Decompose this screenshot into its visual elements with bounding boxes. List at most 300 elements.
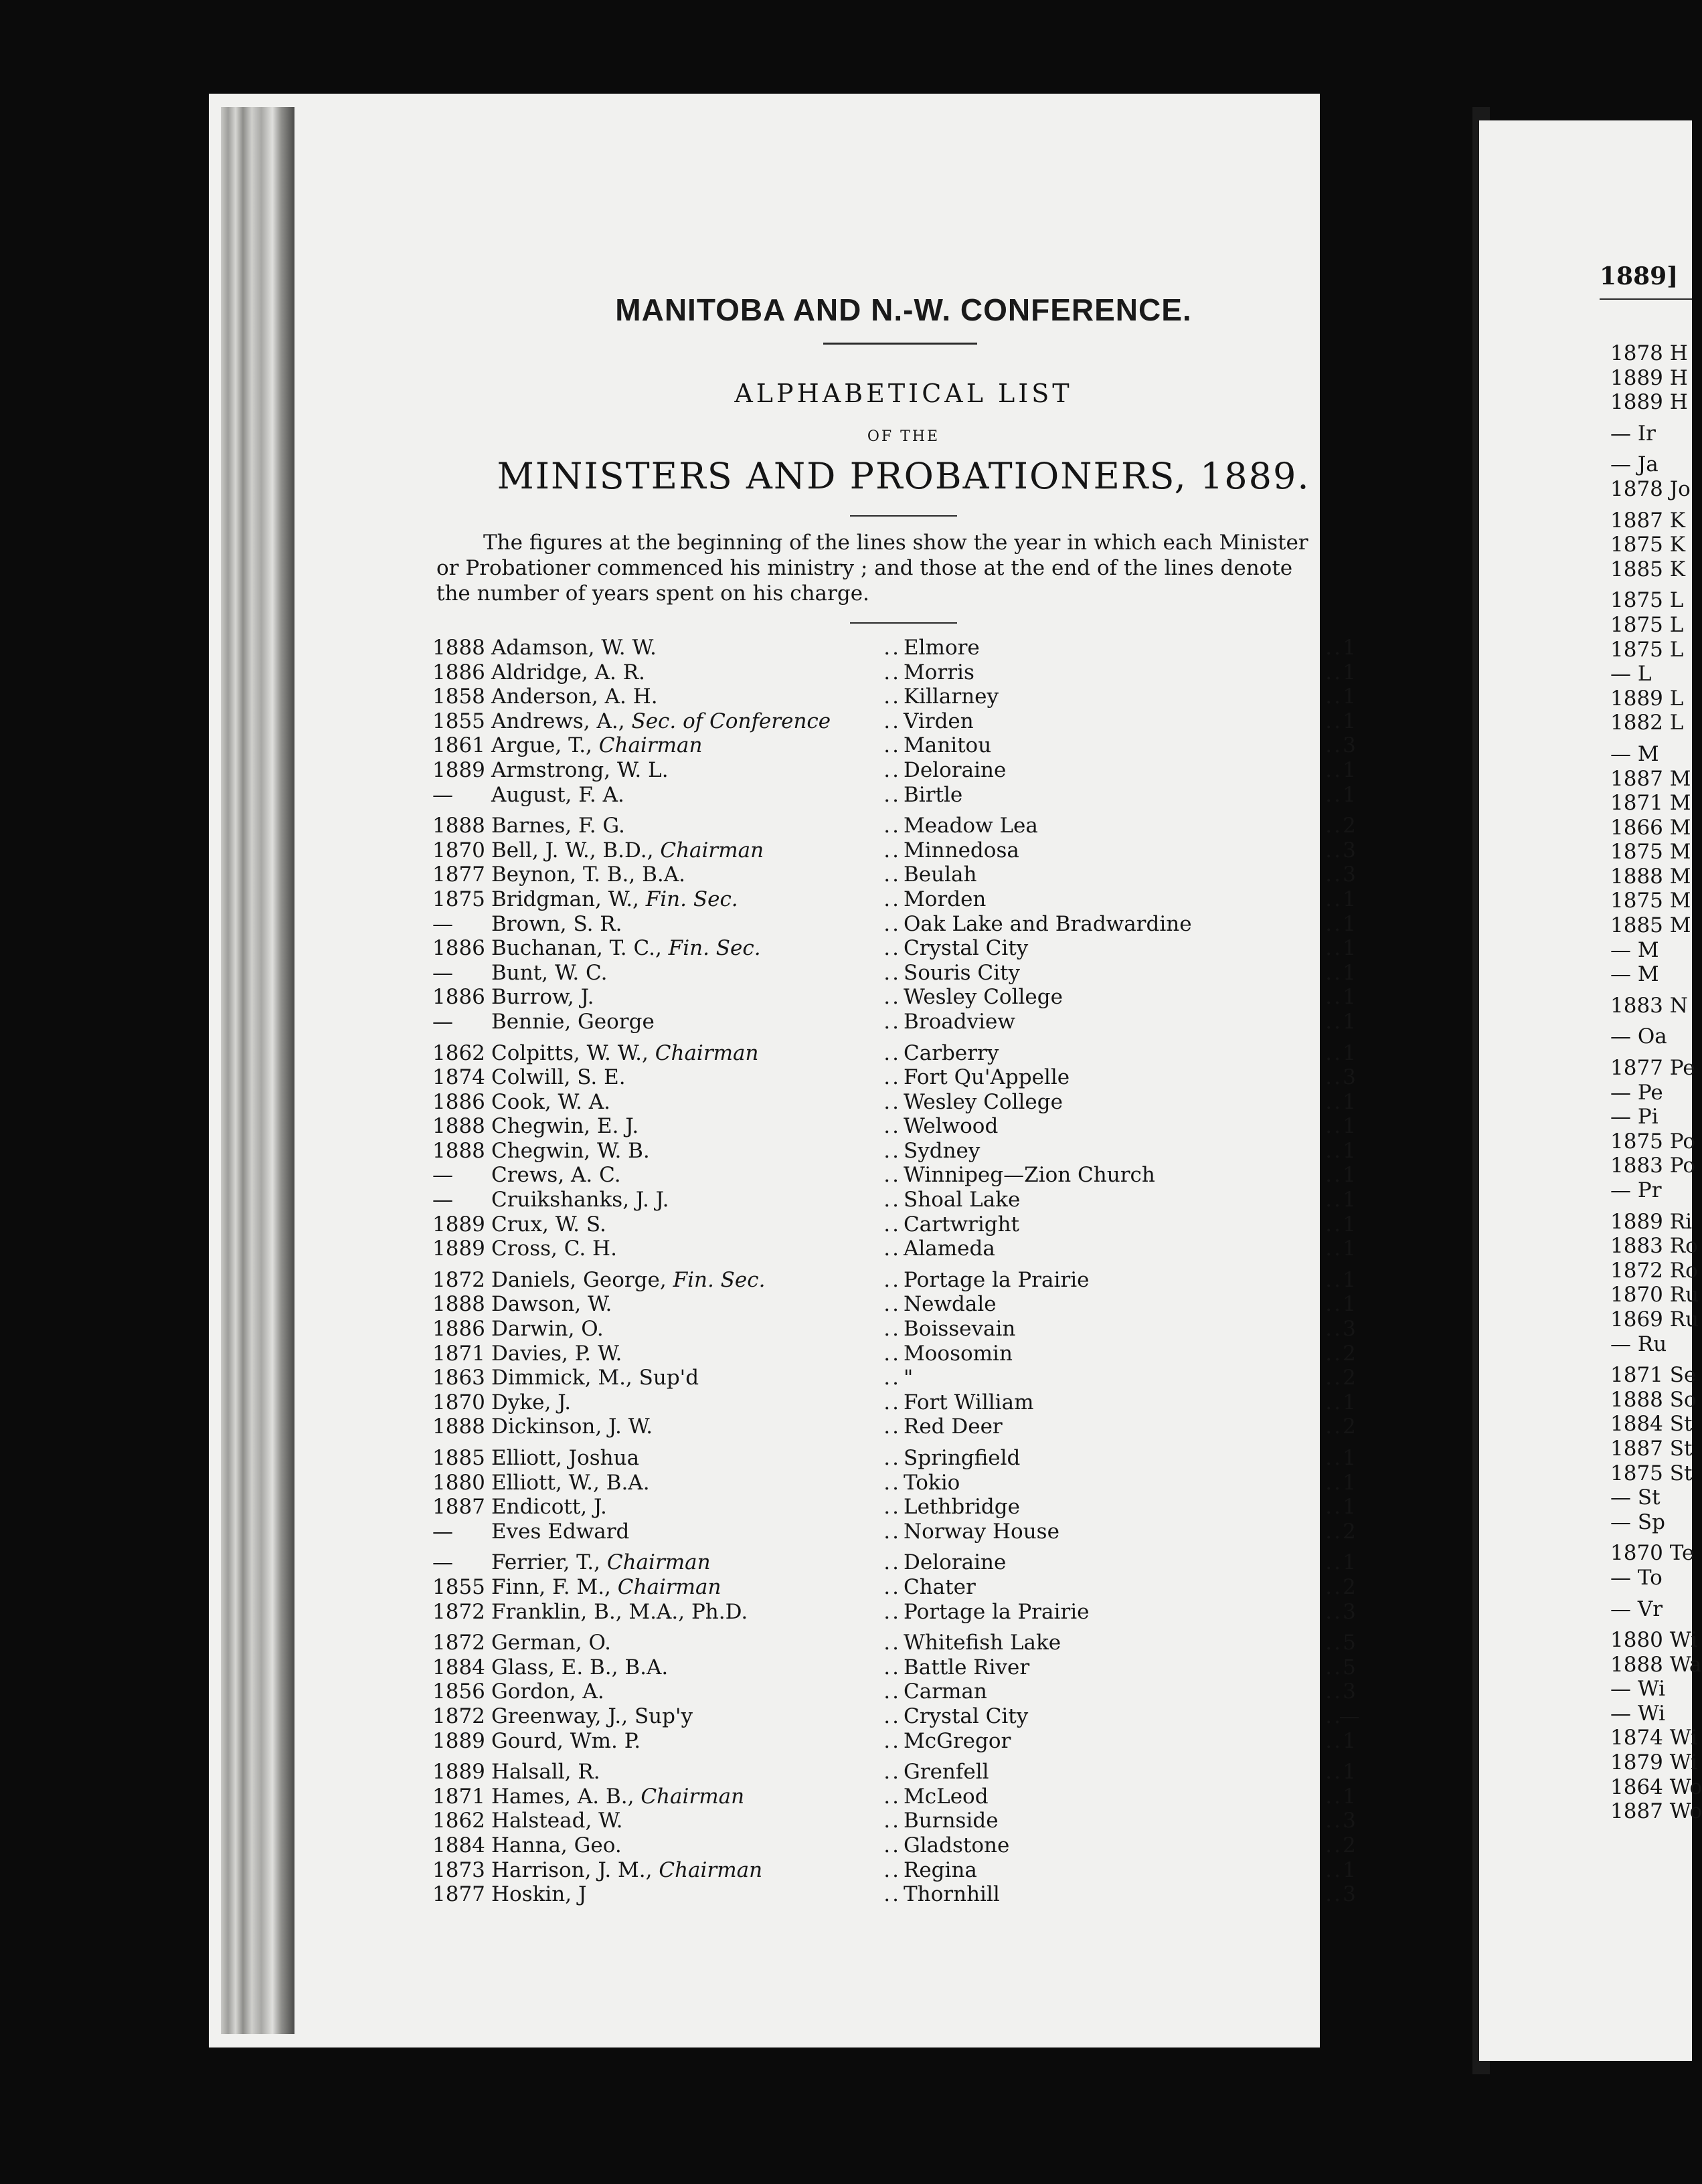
- entry-name: [491, 1212, 866, 1237]
- right-list-item: 1888 M: [1610, 864, 1691, 889]
- entry-years-on-charge: 1: [1343, 1495, 1356, 1520]
- entry-name-text: August, F. A.: [491, 782, 624, 807]
- entry-office: Fin. Sec.: [639, 887, 738, 911]
- entry-station: Minnedosa: [904, 838, 1019, 862]
- entry-years-on-charge: 1: [1343, 911, 1356, 936]
- leader-dots: ..: [883, 1704, 901, 1728]
- leader-dots: ..: [883, 1599, 901, 1624]
- list-item: [432, 961, 1369, 986]
- entry-name: [491, 1188, 866, 1212]
- leader-dots: ..: [1325, 709, 1343, 733]
- entry-year: 1870: [432, 1390, 485, 1415]
- entry-station: Alameda: [904, 1237, 995, 1261]
- entry-station: Elmore: [904, 636, 980, 660]
- entry-station: Oak Lake and Bradwardine: [904, 911, 1192, 936]
- entry-name: [491, 1520, 866, 1544]
- list-item: [432, 733, 1369, 758]
- leader-dots: ..: [883, 936, 901, 961]
- entry-year: 1871: [432, 1784, 485, 1809]
- leader-dots: ..: [883, 733, 901, 758]
- entry-station: Burnside: [904, 1809, 999, 1833]
- list-item: [432, 1785, 1369, 1809]
- entry-years-on-charge: 3: [1343, 862, 1356, 887]
- entry-years-on-charge: 1: [1343, 1292, 1356, 1317]
- entry-years-on-charge: 2: [1343, 1366, 1356, 1390]
- right-header-rule: [1600, 298, 1692, 300]
- entry-station: Wesley College: [904, 985, 1063, 1010]
- entry-name-text: Glass, E. B., B.A.: [491, 1655, 669, 1679]
- entry-year: 1871: [432, 1341, 485, 1366]
- leader-dots: ..: [883, 1089, 901, 1114]
- right-list-item: 1870 Ru: [1610, 1283, 1699, 1307]
- list-item: [432, 1317, 1369, 1342]
- leader-dots: ..: [1325, 862, 1343, 887]
- leader-dots: ..: [1325, 814, 1343, 838]
- leader-dots: ..: [883, 814, 901, 838]
- entry-years-on-charge: 1: [1343, 1760, 1356, 1785]
- right-list-item: 1883 Po: [1610, 1154, 1696, 1178]
- list-item: [432, 1858, 1369, 1883]
- entry-year: 1889: [432, 757, 485, 782]
- entry-years-on-charge: 1: [1343, 887, 1356, 911]
- leader-dots: ..: [883, 1809, 901, 1833]
- leader-dots: ..: [883, 887, 901, 911]
- entry-name-text: Crews, A. C.: [491, 1163, 621, 1188]
- entry-name-text: Aldridge, A. R.: [491, 660, 645, 685]
- list-item: [432, 1550, 1369, 1575]
- entry-year: 1862: [432, 1040, 485, 1065]
- title-rule: [823, 343, 977, 345]
- right-list-item: 1875 L: [1610, 637, 1684, 662]
- list-item: [432, 1114, 1369, 1139]
- entry-name-text: Bunt, W. C.: [491, 960, 608, 985]
- leader-dots: ..: [883, 1212, 901, 1237]
- leader-dots: ..: [1325, 1341, 1343, 1366]
- entry-name-text: Cross, C. H.: [491, 1237, 617, 1261]
- leader-dots: ..: [883, 1138, 901, 1163]
- entry-year: 1872: [432, 1704, 485, 1728]
- entry-name: [491, 1679, 866, 1704]
- entry-years-on-charge: 1: [1343, 1470, 1356, 1495]
- entry-name: [491, 1655, 866, 1680]
- entry-years-on-charge: 1: [1343, 1857, 1356, 1882]
- list-item: [432, 1575, 1369, 1600]
- entry-name: [491, 783, 866, 808]
- list-item: [432, 1065, 1369, 1090]
- entry-years-on-charge: 3: [1343, 1679, 1356, 1704]
- leader-dots: ..: [1325, 1163, 1343, 1188]
- entry-year: 1886: [432, 1317, 485, 1342]
- leader-dots: ..: [1325, 1415, 1343, 1439]
- leader-dots: ..: [883, 1833, 901, 1857]
- entry-year: 1884: [432, 1655, 485, 1679]
- list-item: [432, 1390, 1369, 1415]
- right-page-header: 1889]: [1600, 262, 1679, 290]
- leader-dots: ..: [1325, 1446, 1343, 1470]
- entry-years-on-charge: 1: [1343, 936, 1356, 961]
- entry-name-text: Chegwin, W. B.: [491, 1138, 650, 1163]
- right-list-item: — M: [1610, 741, 1659, 766]
- list-item: [432, 936, 1369, 961]
- entry-years-on-charge: 3: [1343, 1882, 1356, 1907]
- entry-station: Virden: [904, 709, 974, 733]
- leader-dots: ..: [1325, 1267, 1343, 1292]
- entry-years-on-charge: 1: [1343, 985, 1356, 1010]
- entry-name-text: Greenway, J., Sup'y: [491, 1704, 693, 1728]
- entry-office: Sec. of Conference: [624, 709, 831, 733]
- entry-station: Meadow Lea: [904, 814, 1038, 838]
- right-list-item: 1875 M: [1610, 889, 1691, 913]
- leader-dots: ..: [1325, 1882, 1343, 1907]
- entry-station: Winnipeg—Zion Church: [904, 1163, 1155, 1188]
- entry-year: 1887: [432, 1495, 485, 1520]
- leader-dots: ..: [883, 1415, 901, 1439]
- leader-dots: ..: [883, 862, 901, 887]
- entry-year: —: [432, 911, 453, 936]
- entry-station: ": [904, 1366, 914, 1390]
- right-list-item: 1889 H: [1610, 365, 1688, 390]
- entry-years-on-charge: 1: [1343, 709, 1356, 733]
- entry-years-on-charge: 1: [1343, 1009, 1356, 1034]
- leader-dots: ..: [883, 1470, 901, 1495]
- list-item: [432, 1366, 1369, 1390]
- right-list-item: 1885 M: [1610, 913, 1691, 938]
- entry-years-on-charge: 1: [1343, 1237, 1356, 1261]
- right-list-item: — Ir: [1610, 421, 1656, 446]
- leader-dots: ..: [883, 1114, 901, 1139]
- entry-name-text: Andrews, A.,: [491, 709, 625, 733]
- leader-dots: ..: [883, 1292, 901, 1317]
- entry-year: —: [432, 1009, 453, 1034]
- entry-name: [491, 1729, 866, 1754]
- leader-dots: ..: [883, 1341, 901, 1366]
- entry-years-on-charge: 1: [1343, 1446, 1356, 1470]
- entry-station: Manitou: [904, 733, 992, 758]
- entry-name-text: Dawson, W.: [491, 1292, 612, 1317]
- entry-name: [491, 1139, 866, 1164]
- right-list-item: — Wi: [1610, 1701, 1666, 1726]
- leader-dots: ..: [883, 1550, 901, 1575]
- entry-name-text: Elliott, Joshua: [491, 1446, 640, 1470]
- right-list-item: 1875 L: [1610, 588, 1684, 613]
- leader-dots: ..: [1325, 1188, 1343, 1212]
- entry-station: Whitefish Lake: [904, 1631, 1061, 1655]
- right-list-item: 1887 K: [1610, 508, 1685, 533]
- intro-line: the number of years spent on his charge.: [436, 581, 869, 606]
- entry-name: [491, 1575, 866, 1600]
- entry-year: 1889: [432, 1760, 485, 1785]
- leader-dots: ..: [1325, 1366, 1343, 1390]
- leader-dots: ..: [883, 685, 901, 709]
- entry-office: Chairman: [634, 1784, 745, 1809]
- leader-dots: ..: [883, 960, 901, 985]
- entry-name: [491, 1114, 866, 1139]
- entry-year: 1877: [432, 1882, 485, 1907]
- entry-year: 1886: [432, 985, 485, 1010]
- page-edge-spine: [221, 107, 294, 2034]
- right-list-item: — Ja: [1610, 452, 1658, 477]
- leader-dots: ..: [1325, 1784, 1343, 1809]
- subtitle-ministers-probationers: MINISTERS AND PROBATIONERS, 1889.: [497, 455, 1310, 497]
- entry-name-text: Cook, W. A.: [491, 1089, 610, 1114]
- entry-name-text: Darwin, O.: [491, 1317, 604, 1342]
- right-list-item: 1864 Wo: [1610, 1774, 1702, 1799]
- list-item: [432, 1760, 1369, 1785]
- right-list-item: 1871 Se: [1610, 1363, 1697, 1388]
- entry-name: [491, 936, 866, 961]
- entry-name: [491, 1237, 866, 1261]
- entry-station: Crystal City: [904, 1704, 1029, 1728]
- ministers-list: [432, 636, 1369, 1907]
- list-item: [432, 1188, 1369, 1212]
- right-list-item: 1888 Wa: [1610, 1652, 1702, 1677]
- entry-office: Chairman: [648, 1040, 759, 1065]
- right-list-item: — Ru: [1610, 1332, 1667, 1356]
- entry-station: Thornhill: [904, 1882, 1000, 1907]
- leader-dots: ..: [1325, 1809, 1343, 1833]
- entry-station: Chater: [904, 1574, 976, 1599]
- entry-years-on-charge: 5: [1343, 1631, 1356, 1655]
- right-list-item: — M: [1610, 962, 1659, 987]
- subtitle-rule: [850, 515, 957, 517]
- entry-year: 1886: [432, 1089, 485, 1114]
- entry-name-text: Adamson, W. W.: [491, 636, 657, 660]
- entry-year: 1888: [432, 1114, 485, 1139]
- entry-years-on-charge: —: [1339, 1704, 1360, 1728]
- entry-name-text: Dimmick, M., Sup'd: [491, 1366, 699, 1390]
- entry-years-on-charge: 1: [1343, 636, 1356, 660]
- entry-name: [491, 709, 866, 734]
- leader-dots: ..: [1325, 1138, 1343, 1163]
- entry-years-on-charge: 1: [1343, 757, 1356, 782]
- entry-station: Shoal Lake: [904, 1188, 1021, 1212]
- entry-name: [491, 912, 866, 937]
- entry-name: [491, 1163, 866, 1188]
- entry-year: 1889: [432, 1237, 485, 1261]
- entry-years-on-charge: 1: [1343, 1550, 1356, 1575]
- entry-name: [491, 1760, 866, 1785]
- entry-year: 1861: [432, 733, 485, 758]
- right-list-item: 1889 H: [1610, 390, 1688, 415]
- entry-station: Tokio: [904, 1470, 960, 1495]
- leader-dots: ..: [1325, 1519, 1343, 1544]
- entry-name: [491, 1495, 866, 1520]
- leader-dots: ..: [1325, 782, 1343, 807]
- list-item: [432, 758, 1369, 783]
- intro-paragraph: [436, 530, 1360, 606]
- leader-dots: ..: [883, 838, 901, 862]
- entry-years-on-charge: 3: [1343, 733, 1356, 758]
- entry-name: [491, 1809, 866, 1833]
- leader-dots: ..: [1325, 1212, 1343, 1237]
- entry-year: 1885: [432, 1446, 485, 1470]
- entry-year: 1872: [432, 1267, 485, 1292]
- list-item: [432, 1446, 1369, 1471]
- leader-dots: ..: [1325, 887, 1343, 911]
- entry-years-on-charge: 1: [1343, 660, 1356, 685]
- entry-office: Fin. Sec.: [666, 1267, 766, 1292]
- entry-name: [491, 685, 866, 709]
- entry-year: —: [432, 1550, 453, 1575]
- right-list-item: 1880 Wi: [1610, 1628, 1697, 1653]
- intro-line: or Probationer commenced his ministry ; and those at the end of the lines denote: [436, 556, 1293, 580]
- entry-name-text: Dickinson, J. W.: [491, 1415, 653, 1439]
- entry-name: [491, 887, 866, 912]
- entry-years-on-charge: 1: [1343, 1040, 1356, 1065]
- leader-dots: ..: [883, 709, 901, 733]
- leader-dots: ..: [1325, 1679, 1343, 1704]
- entry-years-on-charge: 2: [1343, 1341, 1356, 1366]
- leader-dots: ..: [1325, 1728, 1343, 1753]
- leader-dots: ..: [883, 1679, 901, 1704]
- entry-name-text: Gourd, Wm. P.: [491, 1728, 641, 1753]
- entry-station: Killarney: [904, 685, 999, 709]
- entry-office: Chairman: [600, 1550, 711, 1575]
- leader-dots: ..: [1325, 733, 1343, 758]
- entry-years-on-charge: 3: [1343, 1599, 1356, 1624]
- leader-dots: ..: [1325, 1857, 1343, 1882]
- leader-dots: ..: [883, 1519, 901, 1544]
- leader-dots: ..: [1325, 1292, 1343, 1317]
- entry-station: Lethbridge: [904, 1495, 1020, 1520]
- intro-rule: [850, 622, 957, 624]
- entry-name: [491, 985, 866, 1010]
- subtitle-alphabetical-list: ALPHABETICAL LIST: [734, 379, 1073, 408]
- right-list-item: 1869 Ru: [1610, 1307, 1699, 1332]
- right-list-item: 1889 L: [1610, 686, 1684, 711]
- entry-name: [491, 1785, 866, 1809]
- leader-dots: ..: [1325, 1550, 1343, 1575]
- entry-year: —: [432, 960, 453, 985]
- entry-station: Moosomin: [904, 1341, 1013, 1366]
- right-list-item: — To: [1610, 1565, 1663, 1590]
- right-list-item: — Vr: [1610, 1597, 1663, 1621]
- entry-name-text: Davies, P. W.: [491, 1341, 622, 1366]
- entry-name-text: Franklin, B., M.A., Ph.D.: [491, 1599, 748, 1624]
- entry-year: 1855: [432, 1574, 485, 1599]
- right-list-item: 1874 Wi: [1610, 1726, 1697, 1750]
- entry-station: Newdale: [904, 1292, 997, 1317]
- entry-name-text: Hanna, Geo.: [491, 1833, 622, 1857]
- right-list-item: 1875 K: [1610, 533, 1685, 557]
- entry-years-on-charge: 2: [1343, 1833, 1356, 1857]
- right-list-item: 1883 N: [1610, 993, 1688, 1018]
- entry-year: 1884: [432, 1833, 485, 1857]
- leader-dots: ..: [883, 782, 901, 807]
- leader-dots: ..: [1325, 911, 1343, 936]
- leader-dots: ..: [1325, 1317, 1343, 1342]
- entry-year: 1872: [432, 1599, 485, 1624]
- leader-dots: ..: [1325, 1599, 1343, 1624]
- entry-name: [491, 1366, 866, 1390]
- entry-station: Sydney: [904, 1138, 981, 1163]
- leader-dots: ..: [883, 1390, 901, 1415]
- entry-name-text: Hames, A. B.,: [491, 1784, 634, 1809]
- entry-station: Birtle: [904, 782, 963, 807]
- list-item: [432, 1704, 1369, 1729]
- leader-dots: ..: [1325, 636, 1343, 660]
- entry-years-on-charge: 5: [1343, 1655, 1356, 1679]
- entry-name: [491, 838, 866, 863]
- entry-office: Chairman: [653, 838, 764, 862]
- right-list-item: 1888 So: [1610, 1387, 1697, 1412]
- leader-dots: ..: [883, 1366, 901, 1390]
- entry-years-on-charge: 2: [1343, 1574, 1356, 1599]
- entry-year: 1863: [432, 1366, 485, 1390]
- entry-station: Beulah: [904, 862, 977, 887]
- list-item: [432, 1163, 1369, 1188]
- right-page-list: [1610, 341, 1702, 1824]
- entry-name: [491, 1833, 866, 1858]
- entry-name-text: Ferrier, T.,: [491, 1550, 601, 1575]
- entry-years-on-charge: 1: [1343, 685, 1356, 709]
- list-item: [432, 1139, 1369, 1164]
- list-item: [432, 709, 1369, 734]
- entry-name-text: Barnes, F. G.: [491, 814, 625, 838]
- entry-year: 1888: [432, 636, 485, 660]
- entry-year: 1862: [432, 1809, 485, 1833]
- leader-dots: ..: [883, 1760, 901, 1785]
- entry-year: 1888: [432, 1292, 485, 1317]
- entry-year: 1855: [432, 709, 485, 733]
- leader-dots: ..: [883, 757, 901, 782]
- entry-year: 1872: [432, 1631, 485, 1655]
- leader-dots: ..: [1325, 1655, 1343, 1679]
- entry-station: Cartwright: [904, 1212, 1020, 1237]
- leader-dots: ..: [883, 1446, 901, 1470]
- entry-name-text: Armstrong, W. L.: [491, 757, 669, 782]
- entry-office: Chairman: [592, 733, 703, 758]
- entry-years-on-charge: 1: [1343, 1114, 1356, 1139]
- right-list-item: 1878 Jo: [1610, 476, 1691, 501]
- entry-years-on-charge: 1: [1343, 1390, 1356, 1415]
- leader-dots: ..: [883, 636, 901, 660]
- right-list-item: — Wi: [1610, 1677, 1666, 1702]
- list-item: [432, 1655, 1369, 1680]
- entry-years-on-charge: 2: [1343, 1415, 1356, 1439]
- list-item: [432, 1342, 1369, 1366]
- entry-name-text: Elliott, W., B.A.: [491, 1470, 650, 1495]
- list-item: [432, 1292, 1369, 1317]
- list-item: [432, 1833, 1369, 1858]
- entry-name: [491, 1600, 866, 1625]
- leader-dots: ..: [1325, 1089, 1343, 1114]
- entry-name: [491, 660, 866, 685]
- leader-dots: ..: [883, 1237, 901, 1261]
- right-list-item: 1875 St: [1610, 1461, 1693, 1485]
- leader-dots: ..: [1325, 936, 1343, 961]
- entry-years-on-charge: 1: [1343, 1163, 1356, 1188]
- entry-years-on-charge: 2: [1343, 814, 1356, 838]
- leader-dots: ..: [883, 1857, 901, 1882]
- entry-name: [491, 1065, 866, 1090]
- right-list-item: 1875 L: [1610, 612, 1684, 637]
- entry-name-text: German, O.: [491, 1631, 611, 1655]
- entry-station: Norway House: [904, 1519, 1059, 1544]
- entry-name-text: Gordon, A.: [491, 1679, 604, 1704]
- entry-station: Deloraine: [904, 757, 1007, 782]
- right-list-item: 1887 M: [1610, 766, 1691, 791]
- entry-name-text: Buchanan, T. C.,: [491, 936, 662, 961]
- entry-name-text: Argue, T.,: [491, 733, 592, 758]
- right-list-item: 1870 Te: [1610, 1541, 1695, 1566]
- right-list-item: 1877 Pe: [1610, 1056, 1695, 1081]
- list-item: [432, 660, 1369, 685]
- list-item: [432, 1010, 1369, 1034]
- list-item: [432, 985, 1369, 1010]
- leader-dots: ..: [1325, 960, 1343, 985]
- entry-station: Grenfell: [904, 1760, 989, 1785]
